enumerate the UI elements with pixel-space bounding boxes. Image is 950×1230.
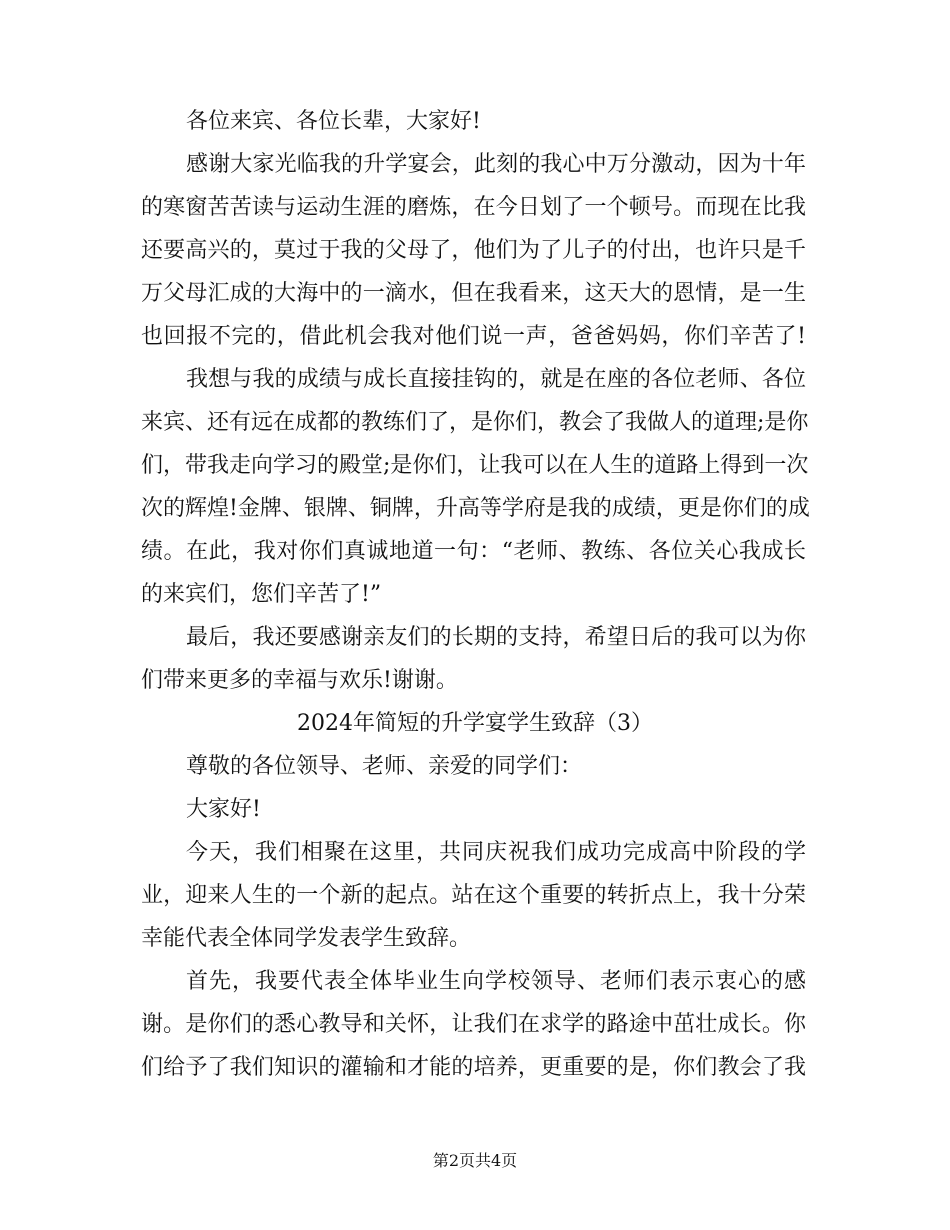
paragraph-line: 幸能代表全体同学发表学生致辞。 (141, 926, 472, 951)
salutation-line: 尊敬的各位领导、老师、亲爱的同学们： (186, 754, 583, 779)
paragraph-line: 也回报不完的，借此机会我对他们说一声，爸爸妈妈，你们辛苦了! (141, 324, 806, 349)
paragraph-line: 感谢大家光临我的升学宴会，此刻的我心中万分激动，因为十年 (186, 152, 806, 177)
paragraph-line: 我想与我的成绩与成长直接挂钩的，就是在座的各位老师、各位 (186, 367, 806, 392)
paragraph-line: 最后，我还要感谢亲友们的长期的支持，希望日后的我可以为你 (186, 625, 806, 650)
paragraph-line: 今天，我们相聚在这里，共同庆祝我们成功完成高中阶段的学 (186, 840, 806, 865)
paragraph-line: 绩。在此，我对你们真诚地道一句：“老师、教练、各位关心我成长 (141, 539, 806, 564)
section-heading: 2024年简短的升学宴学生致辞（3） (297, 711, 653, 736)
paragraph-line: 次的辉煌!金牌、银牌、铜牌，升高等学府是我的成绩，更是你们的成 (141, 496, 810, 521)
paragraph-line: 们，带我走向学习的殿堂;是你们，让我可以在人生的道路上得到一次 (141, 453, 809, 478)
paragraph-line: 的来宾们，您们辛苦了!” (141, 582, 382, 607)
paragraph-line: 还要高兴的，莫过于我的父母了，他们为了儿子的付出，也许只是千 (141, 238, 806, 263)
greeting-line: 大家好! (186, 797, 261, 822)
paragraph-line: 的寒窗苦苦读与运动生涯的磨炼，在今日划了一个顿号。而现在比我 (141, 195, 806, 220)
paragraph-line: 业，迎来人生的一个新的起点。站在这个重要的转折点上，我十分荣 (141, 883, 806, 908)
paragraph-line: 首先，我要代表全体毕业生向学校领导、老师们表示衷心的感 (186, 969, 806, 994)
paragraph-line: 们给予了我们知识的灌输和才能的培养，更重要的是，你们教会了我 (141, 1055, 806, 1080)
paragraph-line: 万父母汇成的大海中的一滴水，但在我看来，这天大的恩情，是一生 (141, 281, 806, 306)
paragraph-line: 们带来更多的幸福与欢乐!谢谢。 (141, 668, 458, 693)
page-number-footer: 第2页共4页 (432, 1151, 518, 1170)
paragraph-line: 来宾、还有远在成都的教练们了，是你们，教会了我做人的道理;是你 (141, 410, 809, 435)
paragraph-line: 谢。是你们的悉心教导和关怀，让我们在求学的路途中茁壮成长。你 (141, 1012, 806, 1037)
greeting-line: 各位来宾、各位长辈，大家好! (186, 109, 481, 134)
